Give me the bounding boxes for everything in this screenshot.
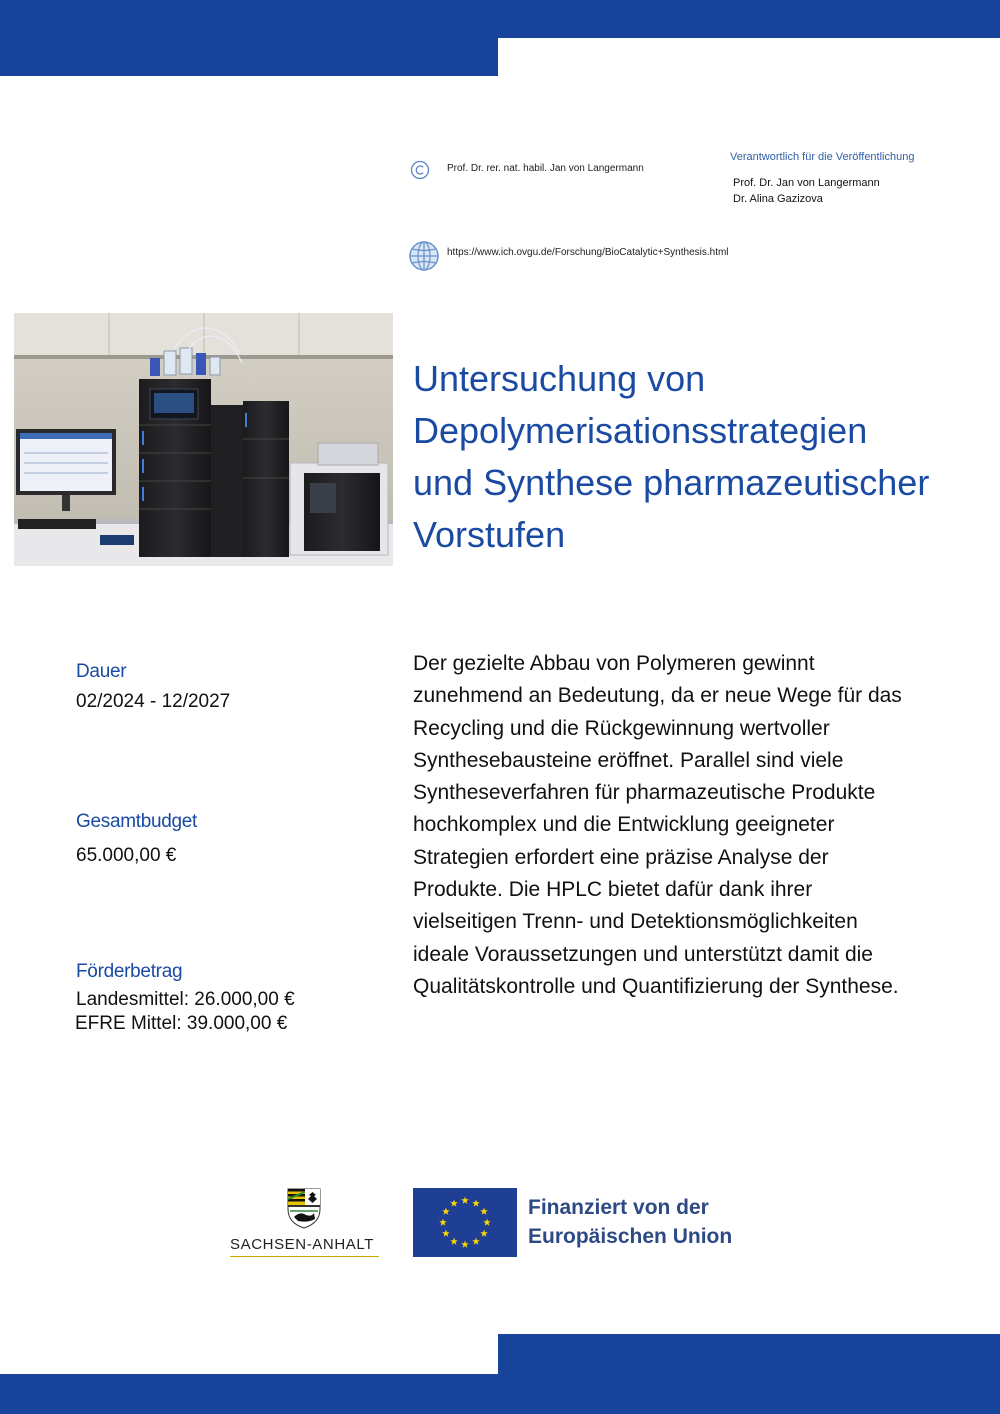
project-description <box>413 648 902 1003</box>
title-line-3: und Synthese pharmazeutischer <box>413 462 930 503</box>
eu-funding-line-1: Finanziert von der <box>528 1196 709 1219</box>
description-line-11: Qualitätskontrolle und Quantifizierung der Synthese. <box>413 974 899 998</box>
description-line-8: Produkte. Die HPLC bietet dafür dank ihrer <box>413 878 813 902</box>
top-bar-full <box>0 0 1000 38</box>
funding-state-value: Landesmittel: 26.000,00 € <box>76 989 295 1010</box>
title-line-2: Depolymerisationsstrategien <box>413 410 868 451</box>
budget-value: 65.000,00 € <box>76 845 177 866</box>
description-line-2: zunehmend an Bedeutung, da er neue Wege für das <box>413 684 902 708</box>
description-line-4: Synthesebausteine eröffnet. Parallel sind viele <box>413 748 844 772</box>
responsible-person-2: Dr. Alina Gazizova <box>733 193 823 205</box>
description-line-1: Der gezielte Abbau von Polymeren gewinnt <box>413 652 815 675</box>
duration-value: 02/2024 - 12/2027 <box>76 691 231 712</box>
description-line-10: ideale Voraussetzungen und unterstützt damit die <box>413 942 873 966</box>
eu-flag-icon <box>413 1188 517 1257</box>
title-line-4: Vorstufen <box>413 514 566 555</box>
website-link[interactable]: https://www.ich.ovgu.de/Forschung/BioCatalytic+Synthesis.html <box>447 247 729 258</box>
responsible-heading: Verantwortlich für die Veröffentlichung <box>730 151 915 163</box>
eu-funding-line-2: Europäischen Union <box>528 1225 733 1248</box>
description-line-3: Recycling und die Rückgewinnung wertvoller <box>413 716 830 740</box>
description-line-5: Syntheseverfahren für pharmazeutische Produkte <box>413 781 876 805</box>
copyright-holder: Prof. Dr. rer. nat. habil. Jan von Langermann <box>447 163 644 174</box>
duration-label: Dauer <box>76 661 127 682</box>
copyright-icon <box>410 160 430 180</box>
responsible-person-1: Prof. Dr. Jan von Langermann <box>733 177 880 189</box>
funding-label: Förderbetrag <box>76 961 183 982</box>
budget-label: Gesamtbudget <box>76 811 198 832</box>
saxony-anhalt-label: SACHSEN-ANHALT <box>230 1236 374 1253</box>
bottom-bar-full <box>0 1374 1000 1414</box>
funding-efre-value: EFRE Mittel: 39.000,00 € <box>75 1013 288 1034</box>
globe-icon <box>408 240 440 272</box>
description-line-7: Strategien erfordert eine präzise Analyse der <box>413 845 829 869</box>
top-bar-left <box>0 38 498 76</box>
saxony-anhalt-underline <box>230 1256 379 1257</box>
title-line-1: Untersuchung von <box>413 358 706 399</box>
hplc-lab-photo <box>14 313 393 566</box>
eu-funding-text <box>528 1193 732 1251</box>
bottom-bar-right <box>498 1334 1000 1374</box>
description-line-6: hochkomplex und die Entwicklung geeigneter <box>413 813 835 837</box>
saxony-anhalt-coat-of-arms-icon <box>286 1187 322 1229</box>
description-line-9: vielseitigen Trenn- und Detektionsmöglichkeiten <box>413 910 858 934</box>
page-title <box>413 353 929 561</box>
